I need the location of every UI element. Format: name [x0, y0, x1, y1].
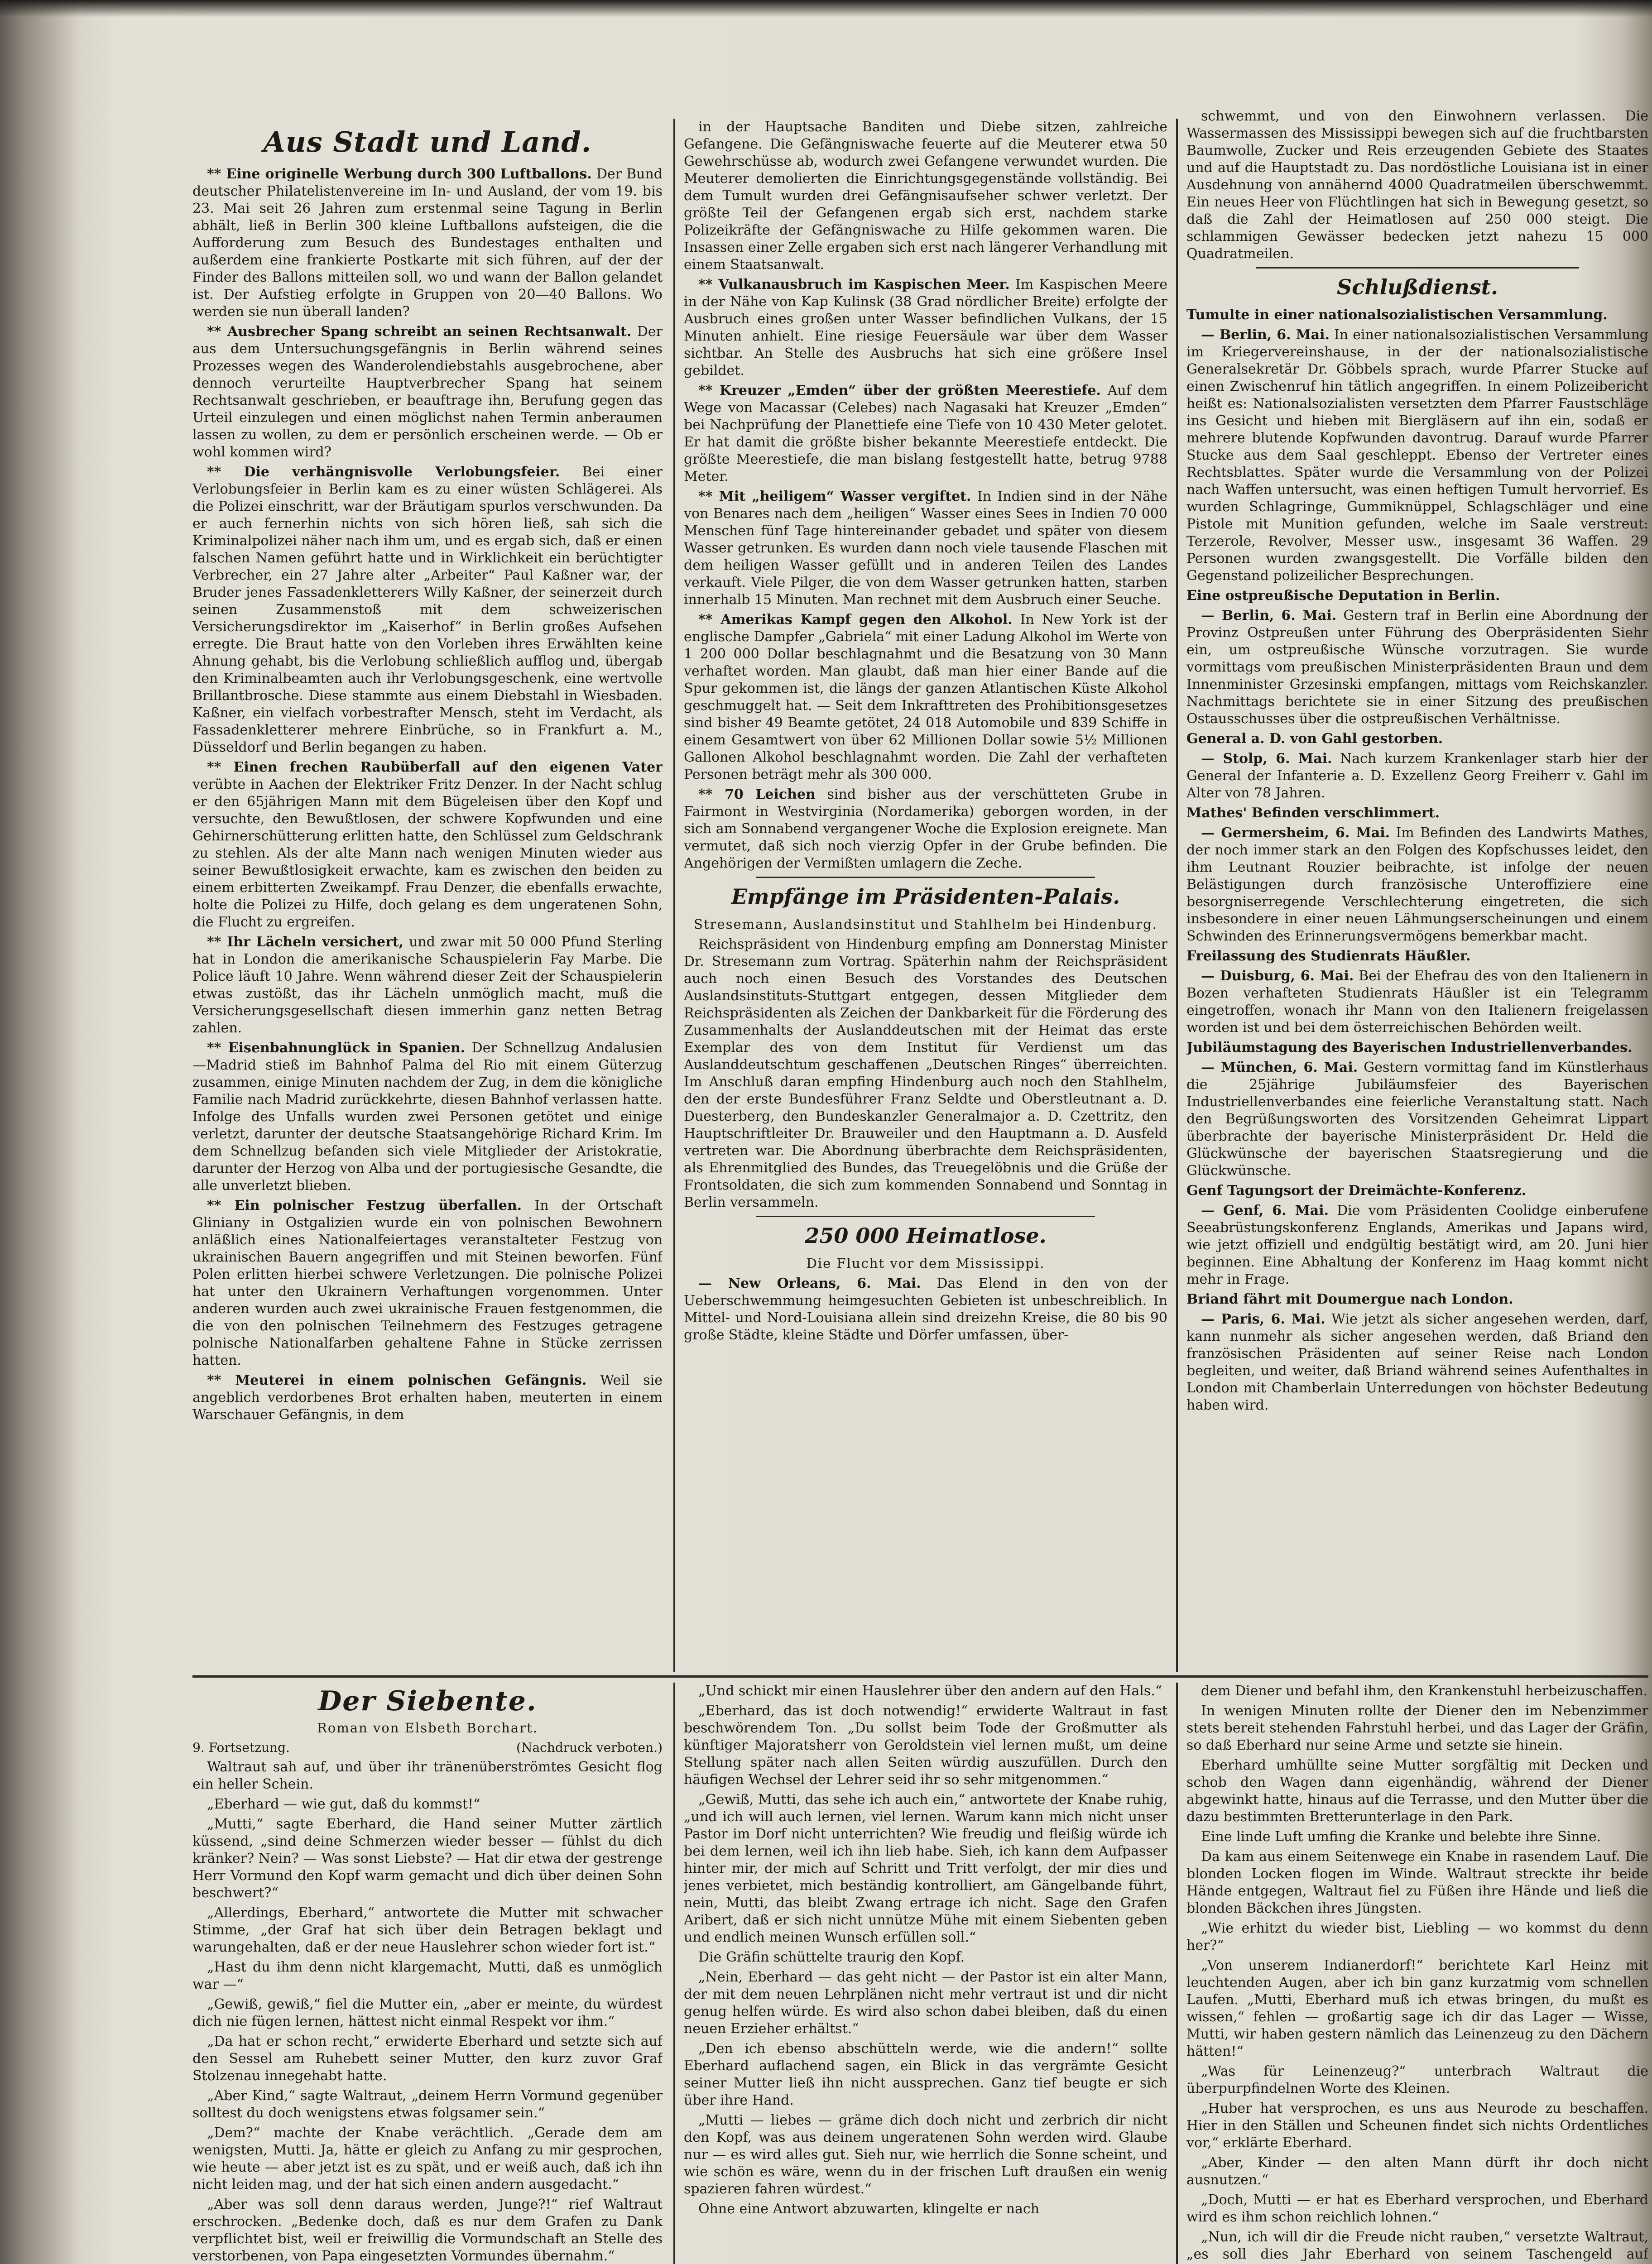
article-paragraph [684, 1275, 1167, 1344]
article-paragraph [1186, 326, 1648, 585]
article-text: Nach kurzem Krankenlager starb hier der General der Infanterie a. D. Exzellenz Georg Freiherr v. Gahl im Alter von 78 Jahren. [1186, 751, 1648, 801]
serial-paragraph: „Nein, Eberhard — das geht nicht — der Pastor ist ein alter Mann, der mit dem neuen Lehrplänen nicht mehr vertraut ist und dir nicht genug helfen würde. Es wird also schon dabei bleiben, daß du einen neuen Erzieher erhältst.“ [684, 1969, 1167, 2037]
article-paragraph [1186, 805, 1648, 822]
article-text: Weil sie angeblich verdorbenes Brot erhalten haben, meuterten in einem Warschauer Gefängnis, in dem [192, 1372, 663, 1423]
article-text: In New York ist der englische Dampfer „Gabriela“ mit einer Ladung Alkohol im Werte von 1 200 000 Dollar beschlagnahmt und die Besatzung von 30 Mann verhaftet worden. Man glaubt, daß man hier einer Bande auf die Spur gekommen ist, die längs der ganzen Atlantischen Küste Alkohol geschmuggelt hat. — Seit dem Inkrafttreten des Prohibitionsgesetzes sind bisher 49 Beamte getötet, 24 018 Automobile und 839 Schiffe in einem Gesamtwert von über 62 Millionen Dollar sowie 5½ Millionen Gallonen Alkohol beschlagnahmt worden. Die Zahl der verhafteten Personen beträgt mehr als 300 000. [684, 612, 1167, 782]
article-headline: — Stolp, 6. Mai. [1201, 751, 1332, 767]
serial-paragraph: „Von unserem Indianerdorf!“ berichtete Karl Heinz mit leuchtenden Augen, aber ich bin ganz kurzatmig vom schnellen Laufen. „Mutti, Eberhard muß ich etwas bringen, du mußt es wissen,“ fehlen — großartig sage ich dir das Lager — Wisse, Mutti, wir haben gestern nämlich das Leinenzeug zu den Dächern hätten!“ [1186, 1957, 1648, 2059]
article-list [684, 119, 1167, 872]
article-text: verübte in Aachen der Elektriker Fritz Denzer. In der Nacht schlug er den 65jährigen Mann mit dem Bügeleisen über den Kopf und versuchte, den Bewußtlosen, der schwere Kopfwunden und eine Gehirnerschütterung erlitten hatte, den Schlüssel zum Geldschrank zu stehlen. Als der alte Mann nach wenigen Minuten wieder aus seiner Bewußtlosigkeit erwachte, kam es zwischen den beiden zu einem erbitterten Zweikampf. Frau Denzer, die ebenfalls erwachte, holte die Polizei zu Hilfe, doch gelang es dem ungeratenen Sohn, die Flucht zu ergreifen. [192, 777, 663, 930]
serial-title: Der Siebente. [318, 1685, 537, 1717]
article-text: Gestern traf in Berlin eine Abordnung der Provinz Ostpreußen unter Führung des Oberpräsidenten Siehr ein, um ostpreußische Wünsche vorzutragen. Sie wurde vormittags vom preußischen Ministerpräsidenten Braun und dem Innenminister Grzesinski empfangen, mittags vom Reichskanzler. Nachmittags berichtete sie in einer Sitzung des preußischen Ostausschusses über die ostpreußischen Verhältnisse. [1186, 608, 1648, 727]
article-headline: ** Ihr Lächeln versichert, [207, 934, 404, 950]
article-headline: ** 70 Leichen [698, 787, 816, 802]
serial-paragraph: Ohne eine Antwort abzuwarten, klingelte er nach [698, 2201, 1040, 2217]
serial-paragraph: „Eberhard, das ist doch notwendig!“ erwiderte Waltraut in fast beschwörendem Ton. „Du sollst beim Tode der Großmutter als künftiger Majoratsherr von Geroldstein viel lernen mußt, um deine Stellung später nach allen Seiten würdig auszufüllen. Durch den häufigen Wechsel der Lehrer seid ihr so sehr mitgenommen.“ [684, 1703, 1167, 1788]
scan-top-shadow [0, 0, 1652, 17]
article-paragraph [1186, 587, 1648, 604]
serial-paragraph: „Gewiß, gewiß,“ fiel die Mutter ein, „aber er meinte, du würdest dich nie fügen lernen, hättest nicht einmal Respekt vor ihm.“ [192, 1996, 663, 2029]
article-text: Reichspräsident von Hindenburg empfing am Donnerstag Minister Dr. Stresemann zum Vortrag. Späterhin nahm der Reichspräsident auch noch einen Besuch des Vorstandes des Deutschen Auslandsinstituts-Stuttgart entgegen, dessen Mitglieder dem Reichspräsidenten als Zeichen der Dankbarkeit für die Förderung des Zusammenhalts der Auslanddeutschen mit der Heimat das erste Exemplar des von dem Institut für Verdienst um das Auslanddeutschtum geschaffenen „Deutschen Ringes“ überreichten. Im Anschluß daran empfing Hindenburg auch noch den Stahlhelm, den der erste Bundesführer Franz Seldte und Oberstleutnant a. D. Duesterberg, den Bundeskanzler Generalmajor a. D. Czettritz, den Hauptschriftleiter Dr. Brauweiler und den Hauptmann a. D. Ausfeld vertreten war. Die Abordnung überbrachte dem Reichspräsidenten, als Ehrenmitglied des Bundes, das Treuegelöbnis und die Grüße der Frontsoldaten, die sich zum kommenden Sonnabend und Sonntag in Berlin versammeln. [684, 936, 1167, 1210]
article-paragraph [192, 166, 663, 321]
article-text: Im Befinden des Landwirts Mathes, der noch immer stark an den Folgen des Kopfschusses leidet, den ihm Leutnant Rouzier beibrachte, ist infolge der neuen Belästigungen durch französische Unteroffiziere eine besorgniserregende Verschlechterung eingetreten, die sich insbesondere in einer neuen Lähmungserscheinungen und einem Schwinden des Erinnerungsvermögens bemerkbar macht. [1186, 825, 1648, 944]
serial-copyright: (Nachdruck verboten.) [516, 1740, 663, 1755]
heading-empfaenge: Empfänge im Präsidenten-Palais. [731, 884, 1120, 909]
article-text: Auf dem Wege von Macassar (Celebes) nach Nagasaki hat Kreuzer „Emden“ bei Nachprüfung der Planettiefe eine Tiefe von 10 430 Meter gelotet. Er hat damit die größte bisher bekannte Meerestiefe entdeckt. Die größte Meerestiefe, die man bislang festgestellt hatte, betrug 9788 Meter. [684, 383, 1167, 484]
article-headline: ** Kreuzer „Emden“ über der größten Meerestiefe. [698, 383, 1101, 398]
column-divider [1176, 1683, 1178, 2264]
article-paragraph [684, 119, 1167, 273]
serial-paragraph: „Den ich ebenso abschütteln werde, wie die andern!“ sollte Eberhard auflachend sagen, ein Blick in das vergrämte Gesicht seiner Mutter ließ ihn nicht aussprechen. Ganz tief beugte er sich über ihre Hand. [684, 2041, 1167, 2108]
article-paragraph [1186, 750, 1648, 802]
article-headline: ** Die verhängnisvolle Verlobungsfeier. [207, 464, 560, 480]
column-stadt-und-land [192, 121, 663, 1666]
article-headline: — Germersheim, 6. Mai. [1201, 825, 1390, 841]
serial-byline: Roman von Elsbeth Borchart. [317, 1720, 538, 1736]
article-paragraph [1186, 730, 1648, 748]
article-headline: Eine ostpreußische Deputation in Berlin. [1186, 588, 1500, 604]
article-headline: Briand fährt mit Doumergue nach London. [1186, 1291, 1513, 1307]
article-paragraph [1186, 307, 1648, 324]
article-headline: ** Vulkanausbruch im Kaspischen Meer. [698, 277, 1010, 293]
serial-paragraph: Eberhard umhüllte seine Mutter sorgfältig mit Decken und schob den Wagen dann eigenhändig, während der Diener abgewinkt hatte, hinaus auf die Terrasse, und den Mutter über die dazu bestimmten Bretterunterlage in den Park. [1186, 1757, 1648, 1825]
article-headline: — München, 6. Mai. [1201, 1060, 1358, 1075]
serial-paragraph: „Und schickt mir einen Hauslehrer über den andern auf den Hals.“ [698, 1683, 1162, 1699]
article-headline: — Berlin, 6. Mai. [1201, 608, 1337, 624]
article-paragraph [1186, 607, 1648, 728]
article-headline: ** Eisenbahnunglück in Spanien. [207, 1040, 466, 1056]
article-heimatlose [684, 1275, 1167, 1344]
article-text: Bei einer Verlobungsfeier in Berlin kam es zu einer wüsten Schlägerei. Als die Polizei einschritt, war der Bräutigam spurlos verschwunden. Da er auch fernerhin nichts von sich hören ließ, sah sich die Kriminalpolizei näher nach ihm um, und es ergab sich, daß er einen falschen Namen geführt hatte und in Wirklichkeit ein berüchtigter Verbrecher, ein 27 Jahre alter „Arbeiter“ Paul Kaßner war, der Bruder jenes Fassadenkletterers Willy Kaßner, der seinerzeit durch seinen Zusammenstoß mit dem schweizerischen Versicherungsdirektor im „Kaiserhof“ in Berlin großes Aufsehen erregte. Die Braut hatte von den Vorleben ihres Erwählten keine Ahnung gehabt, bis die Verlobung schließlich aufflog und, übergab den Kriminalbeamten auch ihr Verlobungsgeschenk, eine wertvolle Brillantbrosche. Diese stammte aus einem Diebstahl in Wiesbaden. Kaßner, ein vielfach vorbestrafter Mensch, steht im Verdacht, als Fassadenkletterer mehrere Einbrüche, so in Frankfurt a. M., Düsseldorf und Berlin begangen zu haben. [192, 464, 663, 755]
article-paragraph [1186, 825, 1648, 945]
article-paragraph [192, 464, 663, 756]
article-text: in der Hauptsache Banditen und Diebe sitzen, zahlreiche Gefangene. Die Gefängniswache feuerte auf die Meuterer etwa 50 Gewehrschüsse ab, wodurch zwei Gefangene verwundet wurden. Die Meuterer demolierten die Einrichtungsgegenstände vollständig. Bei dem Tumult wurden drei Gefängnisaufseher schwer verletzt. Der größte Teil der Gefangenen ergab sich erst, nachdem starke Polizeikräfte der Gefängniswache zu Hilfe gekommen waren. Die Insassen einer Zelle ergaben sich erst nach längerer Verhandlung mit einem Staatsanwalt. [684, 119, 1167, 273]
article-headline: Tumulte in einer nationalsozialistischen Versammlung. [1186, 307, 1608, 323]
article-paragraph [192, 759, 663, 931]
article-text: Im Kaspischen Meere in der Nähe von Kap Kulinsk (38 Grad nördlicher Breite) erfolgte der Ausbruch eines großen unter Wasser befindlichen Vulkans, der 15 Minuten anhielt. Eine riesige Feuersäule war über dem Wasser sichtbar. An Stelle des Ausbruchs hat sich eine größere Insel gebildet. [684, 277, 1167, 379]
article-paragraph [1186, 1059, 1648, 1180]
serial-paragraph: Da kam aus einem Seitenwege ein Knabe in rasendem Lauf. Die blonden Locken flogen im Winde. Waltraut streckte ihr beide Hände entgegen, Waltraut fiel zu Füßen ihre Hände und ließ die blonden Bäckchen ihres Jüngsten. [1186, 1849, 1648, 1916]
serial-text [684, 1683, 1167, 2218]
heading-heimatlose: 250 000 Heimatlose. [805, 1223, 1047, 1248]
article-headline: — Berlin, 6. Mai. [1201, 327, 1330, 343]
column-schlussdienst [1186, 108, 1648, 1667]
article-empfaenge [684, 936, 1167, 1211]
article-headline: ** Eine originelle Werbung durch 300 Luftballons. [207, 166, 592, 182]
serial-column-3 [1186, 1683, 1648, 2264]
article-text: Gestern vormittag fand im Künstlerhaus die 25jährige Jubiläumsfeier des Bayerischen Industriellenverbandes eine feierliche Veranstaltung statt. Nach den Begrüßungsworten des Vorsitzenden Geheimrat Lippart überbrachte der bayerische Ministerpräsident Dr. Held die Glückwünsche der bayerischen Staatsregierung und die Glückwünsche. [1186, 1060, 1648, 1179]
article-headline: — Genf, 6. Mai. [1201, 1203, 1329, 1218]
article-headline: Genf Tagungsort der Dreimächte-Konferenz. [1186, 1183, 1527, 1199]
column-divider [673, 1683, 675, 2264]
divider [756, 1216, 1095, 1217]
article-paragraph [192, 1372, 663, 1424]
article-headline: ** Ausbrecher Spang schreibt an seinen Rechtsanwalt. [207, 324, 632, 340]
serial-paragraph: „Nun, ich will dir die Freude nicht rauben,“ versetzte Waltraut, „es soll dies Jahr Eberhard von seinem Taschengeld auf [1186, 2229, 1648, 2262]
article-list [192, 166, 663, 1424]
article-headline: — Paris, 6. Mai. [1201, 1311, 1325, 1327]
article-paragraph [192, 1040, 663, 1194]
serial-separator [192, 1675, 1648, 1678]
serial-paragraph: „Eberhard — wie gut, daß du kommst!“ [207, 1796, 480, 1812]
divider [756, 877, 1095, 878]
article-text: schwemmt, und von den Einwohnern verlassen. Die Wassermassen des Mississippi bewegen sich auf die fruchtbarsten Baumwolle, Zucker und Reis erzeugenden Gebiete des Staates und auf die Hauptstadt zu. Das nordöstliche Louisiana ist in einer Ausdehnung von annähernd 4000 Quadratmeilen überschwemmt. Ein neues Heer von Flüchtlingen hat sich in Bewegung gesetzt, so daß die Zahl der Heimatlosen auf 250 000 steigt. Die schlammigen Gewässer bedecken jetzt nahezu 15 000 Quadratmeilen. [1186, 108, 1648, 262]
article-text: Die vom Präsidenten Coolidge einberufene Seeabrüstungskonferenz Englands, Amerikas und Japans wird, wie jetzt offiziell und endgültig bestätigt wird, am 20. Juni hier beginnen. Eine Abhaltung der Konferenz im Haag kommt nicht mehr in Frage. [1186, 1203, 1648, 1287]
serial-paragraph: „Aber was soll denn daraus werden, Junge?!“ rief Waltraut erschrocken. „Bedenke doch, daß es nur dem Grafen zu Dank verpflichtet bist, weil er freiwillig die Vormundschaft an Stelle des verstorbenen, von Papa eingesetzten Vormundes übernahm.“ [192, 2197, 663, 2264]
article-headline: ** Meuterei in einem polnischen Gefängnis. [207, 1372, 587, 1388]
article-text: In einer nationalsozialistischen Versammlung im Kriegervereinshause, in der der nationalsozialistische Generalsekretär Dr. Göbbels sprach, wurde Pfarrer Stucke auf einen Zwischenruf hin tätlich angegriffen. In einem Polizeibericht heißt es: Nationalsozialisten versetzten dem Pfarrer Faustschläge ins Gesicht und hieben mit Biergläsern auf ihn ein, sodaß er mehrere blutende Kopfwunden davontrug. Darauf wurde Pfarrer Stucke aus dem Saal geschleppt. Ebenso der Vertreter eines Rechtsblattes. Später wurde die Versammlung von der Polizei nach Waffen untersucht, was einen heftigen Tumult hervorrief. Es wurden Schlagringe, Gummiknüppel, Schlagschläger und eine Pistole mit Munition gefunden, welche im Saale verstreut: Terzerole, Revolver, Messer usw., insgesamt 36 Waffen. 29 Personen wurden zwangsgestellt. Die Vorfälle bilden den Gegenstand polizeilicher Besprechungen. [1186, 327, 1648, 584]
section-heading-schlussdienst: Schlußdienst. [1336, 275, 1498, 299]
article-headline: — New Orleans, 6. Mai. [698, 1276, 921, 1291]
subheading-heimatlose: Die Flucht vor dem Mississippi. [806, 1256, 1045, 1271]
article-text: In der Ortschaft Gliniany in Ostgalizien wurde ein von polnischen Bewohnern anläßlich eines Nationalfeiertages veranstalteter Festzug von ukrainischen Bauern angegriffen und mit Steinen beworfen. Fünf Polen erlitten hierbei schwere Verletzungen. Die polnische Polizei hat unter den Ukrainern Verhaftungen vorgenommen. Unter anderen wurden auch zwei ukrainische Frauen festgenommen, die die von den polnischen Teilnehmern des Festzuges getragene polnische Nationalfarben gehaltene Fahne in Stücke zerrissen hatten. [192, 1198, 663, 1368]
article-text: Der aus dem Untersuchungsgefängnis in Berlin während seines Prozesses wegen des Wanderolendiebstahls ausgebrochene, aber dennoch verurteilte Hauptverbrecher Spang hat seinem Rechtsanwalt geschrieben, er beauftrage ihn, Berufung gegen das Urteil einzulegen und einen möglichst nahen Termin anberaumen lassen zu wollen, zu dem er persönlich erscheinen werde. — Ob er wohl kommen wird? [192, 324, 663, 460]
serial-paragraph: „Dem?“ machte der Knabe verächtlich. „Gerade dem am wenigsten, Mutti. Ja, hätte er gleich zu Anfang zu mir gesprochen, wie heute — aber jetzt ist es zu spät, und er weiß auch, daß ich ihn nicht leiden mag, und der hat sich einen andern ausgedacht.“ [192, 2125, 663, 2192]
article-paragraph [684, 936, 1167, 1211]
serial-paragraph: dem Diener und befahl ihm, den Krankenstuhl herbeizuschaffen. [1201, 1683, 1648, 1699]
article-text: Der Bund deutscher Philatelistenvereine im In- und Ausland, der vom 19. bis 23. Mai seit 26 Jahren zum erstenmal seine Tagung in Berlin abhält, ließ in Berlin 300 kleine Luftballons aufsteigen, die die Aufforderung zum Besuch des Bundestages enthalten und außerdem eine frankierte Postkarte mit sich führen, auf der der Finder des Ballons mitteilen soll, wo und wann der Ballon gelandet ist. Der Aufstieg erfolgte in Gruppen von 20—40 Ballons. Wo werden sie nun überall landen? [192, 166, 663, 320]
article-text: Wie jetzt als sicher angesehen werden, darf, kann nunmehr als sicher angesehen werden, daß Briand den französischen Präsidenten auf seiner Reise nach London begleiten, und weiter, daß Briand während seines Aufenthaltes in London mit Chamberlain Unterredungen von höchster Bedeutung haben wird. [1186, 1311, 1648, 1413]
article-text: sind bisher aus der verschütteten Grube in Fairmont in Westvirginia (Nordamerika) geborgen worden, in der sich am Sonnabend vergangener Woche die Explosion ereignete. Man vermutet, daß sich noch vierzig Opfer in der Grube befinden. Die Angehörigen der Vermißten umlagern die Zeche. [684, 787, 1167, 871]
article-text: und zwar mit 50 000 Pfund Sterling hat in London die amerikanische Schauspielerin Fay Marbe. Die Police läuft 10 Jahre. Wenn während dieser Zeit der Schauspielerin etwas zustößt, das ihr Lächeln unmöglich macht, muß die Versicherungsgesellschaft diesen immerhin ganz netten Betrag zahlen. [192, 934, 663, 1036]
serial-paragraph: Eine linde Luft umfing die Kranke und belebte ihre Sinne. [1201, 1829, 1601, 1845]
serial-paragraph: „Doch, Mutti — er hat es Eberhard versprochen, und Eberhard wird es ihm schon reichlich lohnen.“ [1186, 2192, 1648, 2225]
article-paragraph [1186, 1291, 1648, 1308]
article-paragraph [684, 488, 1167, 609]
serial-paragraph: „Mutti,“ sagte Eberhard, die Hand seiner Mutter zärtlich küssend, „sind deine Schmerzen wieder besser — fühlst du dich kränker? Nein? — Was sonst Liebste? — Hat dir etwa der gestrenge Herr Vormund den Kopf warm gemacht und dich über deinen Sohn beschwert?“ [192, 1816, 663, 1901]
article-paragraph [684, 382, 1167, 485]
column-divider [673, 119, 675, 1672]
serial-paragraph: Die Gräfin schüttelte traurig den Kopf. [698, 1949, 965, 1965]
article-paragraph [1186, 1182, 1648, 1199]
article-text: Das Elend in den von der Ueberschwemmung heimgesuchten Gebieten ist unbeschreiblich. In Mittel- und Nord-Louisiana allein sind dreizehn Kreise, die 80 bis 90 große Städte, kleine Städte und Dörfer umfassen, über- [684, 1276, 1167, 1343]
serial-paragraph: „Allerdings, Eberhard,“ antwortete die Mutter mit schwacher Stimme, „der Graf hat sich über dein Betragen beklagt und warungehalten, daß er der neue Hauslehrer schon wieder fort ist.“ [192, 1905, 663, 1955]
column-middle [684, 119, 1167, 1667]
article-headline: Freilassung des Studienrats Häußler. [1186, 948, 1471, 964]
article-paragraph [1186, 968, 1648, 1036]
serial-paragraph: In wenigen Minuten rollte der Diener den im Nebenzimmer stets bereit stehenden Fahrstuhl herbei, und das Lager der Gräfin, so daß Eberhard nur seine Arme und setzte sie hinein. [1186, 1703, 1648, 1753]
serial-paragraph: Waltraut sah auf, und über ihr tränenüberströmtes Gesicht flog ein heller Schein. [192, 1759, 663, 1792]
section-heading-stadt-und-land: Aus Stadt und Land. [263, 125, 592, 158]
article-paragraph [684, 611, 1167, 783]
article-paragraph [1186, 948, 1648, 965]
article-headline: ** Mit „heiligem“ Wasser vergiftet. [698, 489, 971, 504]
article-heimatlose-continued [1186, 108, 1648, 263]
serial-paragraph: „Gewiß, Mutti, das sehe ich auch ein,“ antwortete der Knabe ruhig, „und ich will auch lernen, viel lernen. Warum kann mich nicht unser Pastor im Dorf nicht unterrichten? Wie freudig und fleißig würde ich bei dem lernen, weil ich ihn lieb habe. Sieh, ich kann dem Aufpasser hinter mir, der mich auf Schritt und Tritt verfolgt, der mir dies und jenes verbietet, mich beständig kontrolliert, am Gängelbande führt, nein, Mutti, das bleibt Zwang ertrage ich nicht. Sage den Grafen Aribert, daß er sich nicht unnütze Mühe mit einem Siebenten geben und endlich meinen Wunsch erfüllen soll.“ [684, 1792, 1167, 1945]
article-paragraph [192, 1197, 663, 1369]
serial-paragraph: „Aber, Kinder — den alten Mann dürft ihr doch nicht ausnutzen.“ [1186, 2155, 1648, 2188]
article-text: Der Schnellzug Andalusien—Madrid stieß im Bahnhof Palma del Rio mit einem Güterzug zusammen, einige Minuten nachdem der Zug, in dem die königliche Familie nach Madrid zurückkehrte, diesen Bahnhof verlassen hatte. Infolge des Unfalls wurden zwei Personen getötet und einige verletzt, darunter der deutsche Staatsangehörige Richard Krim. Im dem Schnellzug befanden sich viele Mitglieder der Aristokratie, darunter der Herzog von Alba und der portugiesische Gesandte, die alle unverletzt blieben. [192, 1040, 663, 1194]
subheading-empfaenge: Stresemann, Auslandsinstitut und Stahlhelm bei Hindenburg. [694, 916, 1157, 932]
serial-text [1186, 1683, 1648, 2264]
article-headline: ** Einen frechen Raubüberfall auf den eigenen Vater [207, 759, 663, 775]
article-text: In Indien sind in der Nähe von Benares nach dem „heiligen“ Wasser eines Sees in Indien 70 000 Menschen fünf Tage hintereinander gebadet und später von diesem Wasser getrunken. Es wurden dann noch viele tausende Flaschen mit dem heiligen Wasser gefüllt und in anderen Teilen des Landes verkauft. Viele Pilger, die von dem Wasser getrunken hatten, starben innerhalb 15 Minuten. Man rechnet mit dem Ausbruch einer Seuche. [684, 489, 1167, 608]
serial-paragraph: „Huber hat versprochen, es uns aus Neurode zu beschaffen. Hier in den Ställen und Scheunen findet sich nichts Ordentliches vor,“ erklärte Eberhard. [1186, 2101, 1648, 2151]
serial-paragraph: „Was für Leinenzeug?“ unterbrach Waltraut die überpurpfindelnen Worte des Kleinen. [1186, 2063, 1648, 2096]
serial-paragraph: „Hast du ihm denn nicht klargemacht, Mutti, daß es unmöglich war —“ [192, 1959, 663, 1992]
article-paragraph [1186, 1039, 1648, 1056]
serial-paragraph: „Wie erhitzt du wieder bist, Liebling — wo kommst du denn her?“ [1186, 1920, 1648, 1953]
article-paragraph [192, 323, 663, 461]
news-briefs [1186, 307, 1648, 1414]
serial-paragraph: „Mutti — liebes — gräme dich doch nicht und zerbrich dir nicht den Kopf, was aus deinem ungeratenen Sohn werden wird. Glaube nur — es wird alles gut. Sieh nur, wie herrlich die Sonne scheint, und wie schön es wäre, wenn du in der frischen Luft draußen ein wenig spazieren fahren würdest.“ [684, 2112, 1167, 2197]
article-paragraph [684, 786, 1167, 872]
article-text: Bei der Ehefrau des von den Italienern in Bozen verhafteten Studienrats Häußler ist ein Telegramm eingetroffen, wonach ihr Mann von den Italienern freigelassen worden ist und bei dem österreichischen Behörden weilt. [1186, 968, 1648, 1036]
article-headline: — Duisburg, 6. Mai. [1201, 968, 1354, 984]
serial-paragraph: „Aber Kind,“ sagte Waltraut, „deinem Herrn Vormund gegenüber solltest du doch wenigstens etwas folgsamer sein.“ [192, 2088, 663, 2121]
serial-meta [192, 1740, 663, 1756]
serial-column-2 [684, 1683, 1167, 2264]
serial-column-1 [192, 1683, 663, 2264]
article-headline: ** Ein polnischer Festzug überfallen. [207, 1198, 522, 1214]
article-paragraph [1186, 1202, 1648, 1288]
article-paragraph [192, 934, 663, 1037]
article-paragraph [1186, 1311, 1648, 1414]
article-headline: Jubiläumstagung des Bayerischen Industriellenverbandes. [1186, 1040, 1633, 1055]
article-headline: Mathes' Befinden verschlimmert. [1186, 805, 1440, 821]
article-paragraph [1186, 108, 1648, 263]
column-divider [1176, 119, 1178, 1672]
article-headline: ** Amerikas Kampf gegen den Alkohol. [698, 612, 1013, 628]
serial-paragraph: „Da hat er schon recht,“ erwiderte Eberhard und setzte sich auf den Sessel am Ruhebett seiner Mutter, den kurz zuvor Graf Stolzenau innegehabt hatte. [192, 2034, 663, 2084]
article-headline: General a. D. von Gahl gestorben. [1186, 731, 1443, 747]
serial-text [192, 1759, 663, 2264]
serial-installment: 9. Fortsetzung. [192, 1740, 290, 1755]
divider [1256, 267, 1579, 269]
article-paragraph [684, 276, 1167, 379]
